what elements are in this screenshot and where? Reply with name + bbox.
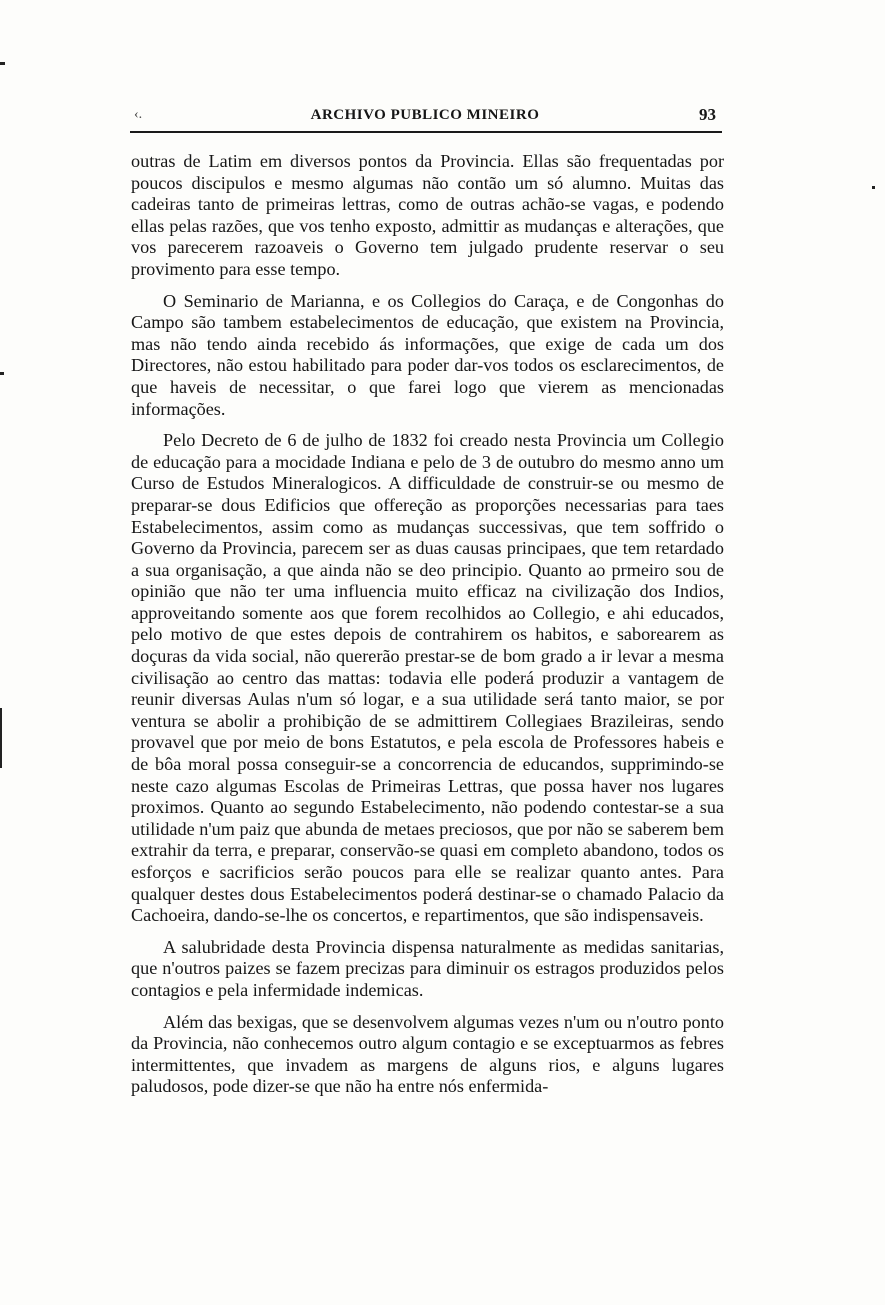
paragraph: A salubridade desta Provincia dispensa naturalmente as medidas sanitarias, que n'outros paizes se fazem precizas para diminuir os estragos produzidos pelos contagios e pela infermidade indemicas. bbox=[131, 936, 724, 1000]
margin-speck bbox=[872, 186, 875, 189]
header-title: ARCHIVO PUBLICO MINEIRO bbox=[310, 107, 540, 123]
page-number: 93 bbox=[699, 105, 716, 124]
paragraph: outras de Latim em diversos pontos da Provincia. Ellas são frequentadas por poucos discipulos e mesmo algumas não contão um só alumno. Muitas das cadeiras tanto de primeiras lettras, como de outras achão-se vagas, e podendo ellas pelas razões, que vos tenho exposto, admittir as mudanças e alterações, que vos parecerem razoaveis o Governo tem julgado prudente reservar o seu provimento para esse tempo. bbox=[131, 151, 724, 279]
body-text bbox=[131, 151, 724, 1108]
margin-speck bbox=[0, 708, 2, 768]
margin-speck bbox=[0, 372, 4, 375]
header-left-mark: ‹. bbox=[134, 107, 143, 122]
header-rule bbox=[130, 131, 722, 133]
margin-speck bbox=[0, 62, 5, 65]
paragraph: O Seminario de Marianna, e os Collegios do Caraça, e de Congonhas do Campo são tambem estabelecimentos de educação, que existem na Provincia, mas não tendo ainda recebido ás informações, que exige de cada um dos Directores, não estou habilitado para poder dar-vos todos os esclarecimentos, de que haveis de necessitar, o que farei logo que vierem as mencionadas informações. bbox=[131, 290, 724, 419]
running-header bbox=[130, 105, 720, 131]
paragraph: Pelo Decreto de 6 de julho de 1832 foi creado nesta Provincia um Collegio de educação para a mocidade Indiana e pelo de 3 de outubro do mesmo anno um Curso de Estudos Mineralogicos. A difficuldade de construir-se ou mesmo de preparar-se dous Edificios que offereção as proporções necessarias para taes Estabelecimentos, assim como as mudanças successivas, que tem soffrido o Governo da Provincia, parecem ser as duas causas principaes, que tem retardado a sua organisação, a que ainda não se deo principio. Quanto ao prmeiro sou de opinião que não ter uma influencia muito efficaz na civilização dos Indios, approveitando somente aos que forem recolhidos ao Collegio, e ahi educados, pelo motivo de que estes depois de contrahirem os habitos, e saborearem as doçuras da vida social, não quererão prestar-se de bom grado a ir levar a mesma civilisação ao centro das mattas: todavia elle poderá produzir a vantagem de reunir diversas Aulas n'um só logar, e a sua utilidade será tanto maior, se por ventura se abolir a prohibição de se admittirem Collegiaes Brazileiras, sendo provavel que por meio de bons Estatutos, e pela escola de Professores habeis e de bôa moral possa conseguir-se a concorrencia de educandos, supprimindo-se neste cazo algumas Escolas de Primeiras Lettras, que possa haver nos lugares proximos. Quanto ao segundo Estabelecimento, não podendo contestar-se a sua utilidade n'um paiz que abunda de metaes preciosos, que por não se saberem bem extrahir da terra, e preparar, conservão-se quasi em completo abandono, todos os esforços e sacrificios serão poucos para elle se realizar quanto antes. Para qualquer destes dous Estabelecimentos poderá destinar-se o chamado Palacio da Cachoeira, dando-se-lhe os concertos, e repartimentos, que são indispensaveis. bbox=[131, 430, 724, 926]
paragraph: Além das bexigas, que se desenvolvem algumas vezes n'um ou n'outro ponto da Provincia, não conhecemos outro algum contagio e se exceptuarmos as febres intermittentes, que invadem as margens de alguns rios, e alguns lugares paludosos, pode dizer-se que não ha entre nós enfermida- bbox=[131, 1011, 724, 1097]
